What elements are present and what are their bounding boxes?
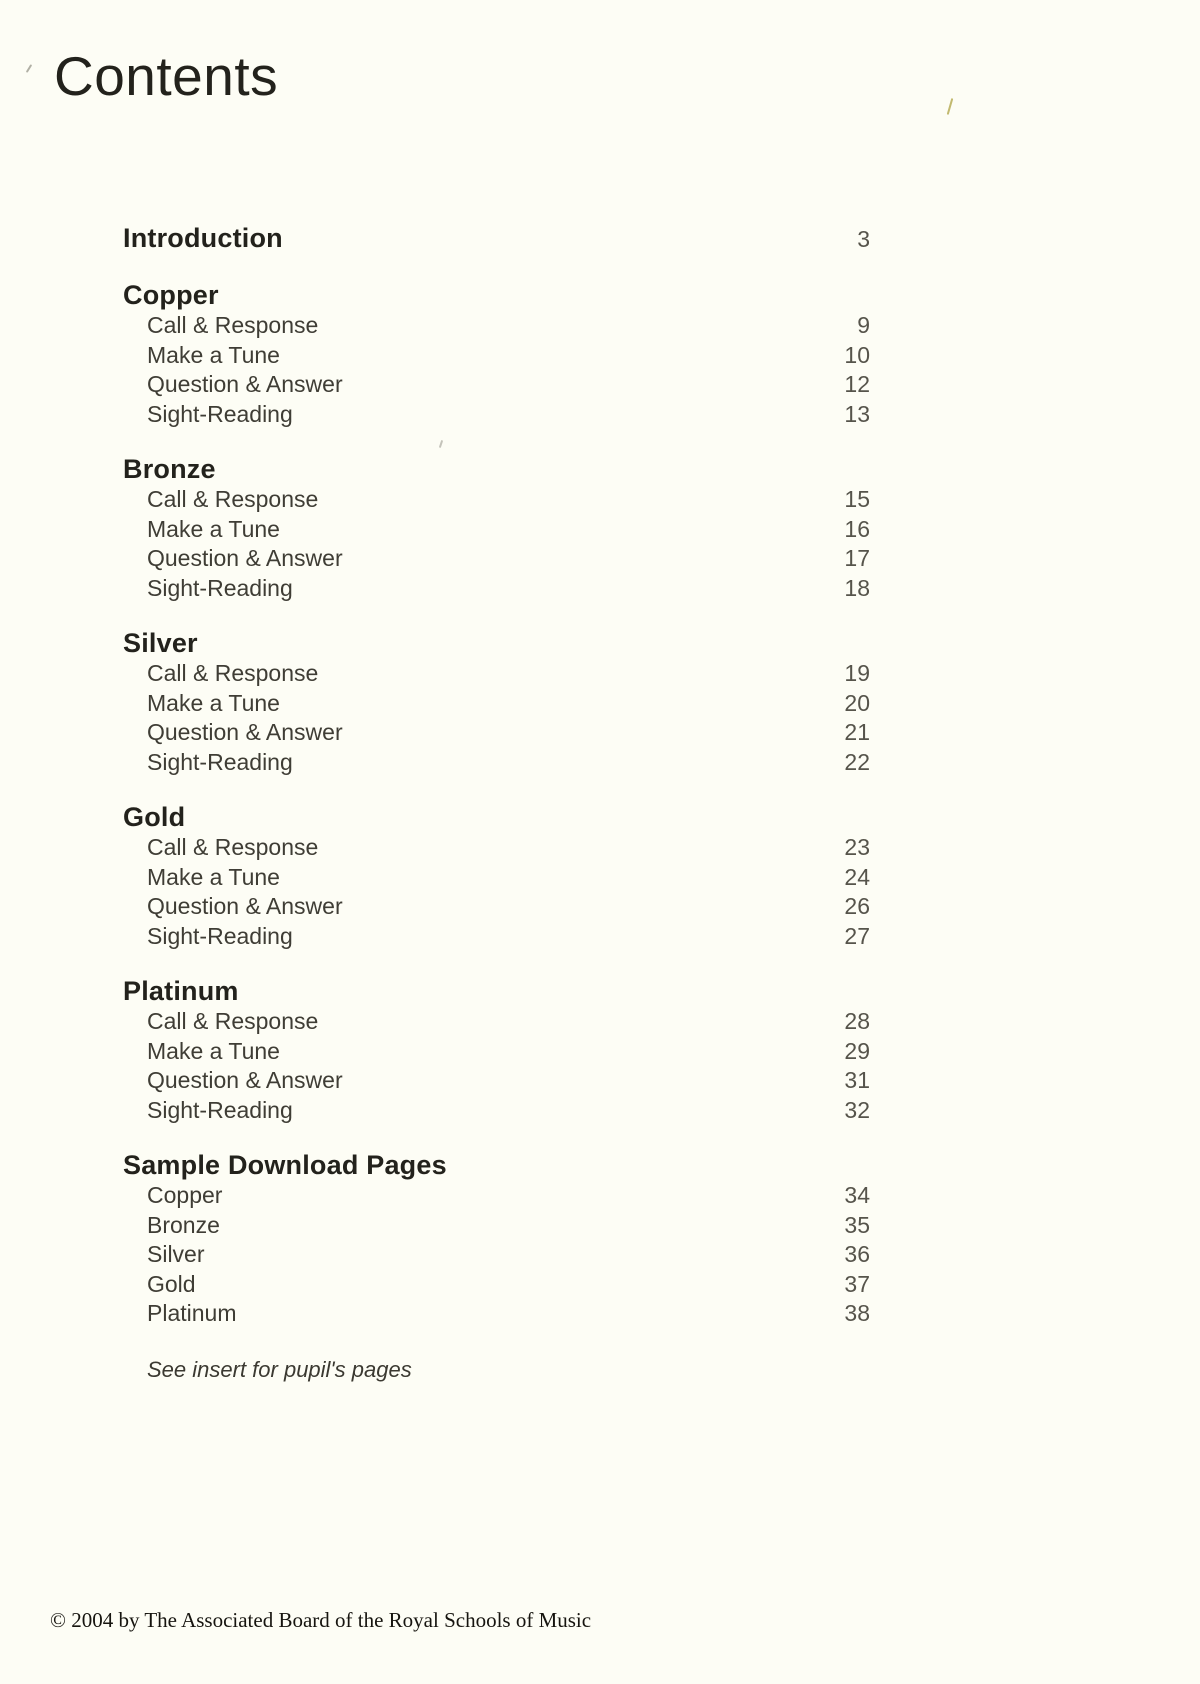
toc-entry-label: Call & Response: [147, 486, 319, 512]
toc-entry: [123, 863, 870, 893]
toc-entry-page-number: 20: [844, 689, 870, 716]
toc-section: [123, 1149, 870, 1329]
toc-section-items: [123, 1007, 870, 1125]
toc-section-items: [123, 833, 870, 951]
toc-entry: [123, 311, 870, 341]
toc-entry-page-number: 36: [844, 1241, 870, 1267]
toc-entry-label: Bronze: [147, 1211, 220, 1238]
toc-entry: [123, 370, 870, 400]
toc-entry: [123, 892, 870, 922]
toc-section: [123, 453, 870, 603]
toc-entry-label: Make a Tune: [147, 863, 280, 890]
toc-sections: [123, 279, 870, 1329]
toc-entry-page-number: 15: [844, 486, 870, 512]
toc-entry: [123, 659, 870, 689]
toc-entry-label: Copper: [147, 1182, 223, 1208]
toc-entry-page-number: 21: [844, 719, 870, 745]
table-of-contents: [123, 222, 870, 1383]
copyright-line: © 2004 by The Associated Board of the Royal Schools of Music: [50, 1608, 592, 1632]
toc-entry: [123, 400, 870, 430]
toc-entry: [123, 485, 870, 515]
toc-note: See insert for pupil's pages: [147, 1356, 412, 1382]
toc-entry: [123, 574, 870, 604]
page-title: Contents: [54, 45, 279, 107]
toc-section-title: Copper: [123, 280, 219, 310]
toc-entry-page-number: 38: [844, 1300, 870, 1326]
toc-section-items: [123, 485, 870, 603]
toc-entry-label: Question & Answer: [147, 545, 343, 571]
toc-entry-label: Sight-Reading: [147, 574, 293, 601]
toc-entry: [123, 1299, 870, 1329]
toc-entry-page-number: 3: [857, 226, 870, 252]
toc-entry-label: Silver: [147, 1241, 205, 1267]
toc-entry-page-number: 22: [844, 748, 870, 775]
toc-entry-label: Make a Tune: [147, 1037, 280, 1064]
toc-entry: [123, 833, 870, 863]
toc-entry-label: Call & Response: [147, 660, 319, 686]
toc-entry-page-number: 31: [844, 1067, 870, 1093]
toc-entry: [123, 718, 870, 748]
toc-entry-page-number: 26: [844, 893, 870, 919]
toc-section-title: Bronze: [123, 454, 216, 484]
toc-entry-page-number: 28: [844, 1008, 870, 1034]
toc-entry: [123, 1270, 870, 1300]
toc-section-items: [123, 311, 870, 429]
toc-entry-label: Call & Response: [147, 834, 319, 860]
toc-entry-page-number: 24: [844, 863, 870, 890]
toc-entry: [123, 544, 870, 574]
toc-section: [123, 279, 870, 429]
toc-entry-label: Make a Tune: [147, 689, 280, 716]
toc-entry-label: Question & Answer: [147, 719, 343, 745]
toc-entry-page-number: 16: [844, 515, 870, 542]
toc-section: [123, 975, 870, 1125]
toc-entry-page-number: 10: [844, 341, 870, 368]
toc-entry: [123, 1181, 870, 1211]
toc-section-title: Platinum: [123, 976, 239, 1006]
toc-entry: [123, 341, 870, 371]
toc-section-items: [123, 659, 870, 777]
toc-entry-page-number: 27: [844, 922, 870, 949]
toc-entry: [123, 1211, 870, 1241]
toc-entry-label: Gold: [147, 1270, 196, 1297]
toc-entry-label: Question & Answer: [147, 1067, 343, 1093]
toc-entry-label: Call & Response: [147, 1008, 319, 1034]
toc-entry: [123, 515, 870, 545]
toc-entry-label: Introduction: [123, 223, 283, 253]
toc-entry: [123, 1007, 870, 1037]
toc-entry-label: Call & Response: [147, 312, 319, 338]
toc-entry-label: Sight-Reading: [147, 1096, 293, 1123]
toc-entry-label: Sight-Reading: [147, 748, 293, 775]
toc-entry: [123, 1066, 870, 1096]
toc-entry-page-number: 19: [844, 660, 870, 686]
toc-entry-page-number: 29: [844, 1037, 870, 1064]
toc-section-title: Gold: [123, 802, 186, 832]
toc-entry-page-number: 35: [844, 1211, 870, 1238]
toc-entry-page-number: 18: [844, 574, 870, 601]
toc-entry-page-number: 23: [844, 834, 870, 860]
toc-entry-label: Question & Answer: [147, 371, 343, 397]
toc-entry: [123, 922, 870, 952]
toc-entry: [123, 1096, 870, 1126]
toc-entry-page-number: 32: [844, 1096, 870, 1123]
toc-entry-label: Question & Answer: [147, 893, 343, 919]
toc-entry-page-number: 9: [857, 312, 870, 338]
toc-section-items: [123, 1181, 870, 1329]
toc-entry-introduction: [123, 222, 870, 255]
toc-entry: [123, 689, 870, 719]
toc-entry: [123, 1037, 870, 1067]
toc-entry-label: Platinum: [147, 1300, 237, 1326]
toc-entry-label: Make a Tune: [147, 341, 280, 368]
toc-entry: [123, 1240, 870, 1270]
toc-entry-label: Sight-Reading: [147, 400, 293, 427]
toc-entry-label: Make a Tune: [147, 515, 280, 542]
toc-entry-page-number: 13: [844, 400, 870, 427]
toc-section-title: Silver: [123, 628, 198, 658]
toc-section-title: Sample Download Pages: [123, 1150, 447, 1180]
toc-entry-page-number: 37: [844, 1270, 870, 1297]
toc-entry-page-number: 34: [844, 1182, 870, 1208]
toc-entry-page-number: 17: [844, 545, 870, 571]
toc-entry: [123, 748, 870, 778]
toc-entry-label: Sight-Reading: [147, 922, 293, 949]
scan-artifact: [947, 98, 954, 115]
toc-section: [123, 801, 870, 951]
scan-artifact: [26, 64, 32, 73]
toc-entry-page-number: 12: [844, 371, 870, 397]
toc-section: [123, 627, 870, 777]
